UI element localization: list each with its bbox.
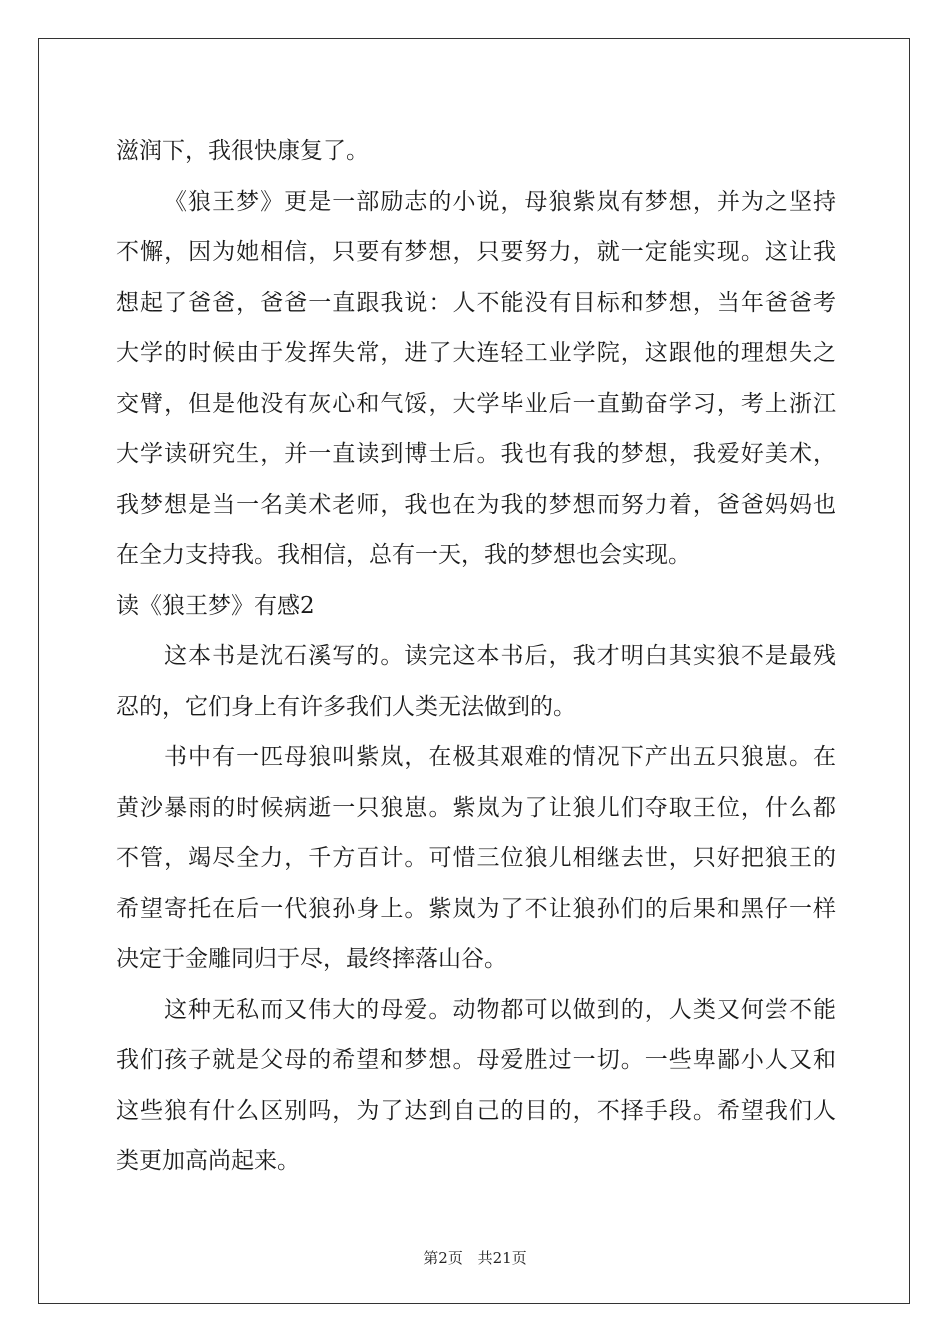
text-line: 想起了爸爸，爸爸一直跟我说：人不能没有目标和梦想，当年爸爸考 bbox=[116, 289, 836, 316]
text-line: 希望寄托在后一代狼孙身上。紫岚为了不让狼孙们的后果和黑仔一样 bbox=[116, 895, 836, 922]
text-line: 大学的时候由于发挥失常，进了大连轻工业学院，这跟他的理想失之 bbox=[116, 340, 836, 366]
text-line: 书中有一匹母狼叫紫岚，在极其艰难的情况下产出五只狼崽。在 bbox=[164, 744, 836, 770]
text-line: 在全力支持我。我相信，总有一天，我的梦想也会实现。 bbox=[116, 542, 691, 568]
text-line: 大学读研究生，并一直读到博士后。我也有我的梦想，我爱好美术， bbox=[116, 441, 836, 467]
text-line: 我梦想是当一名美术老师，我也在为我的梦想而努力着，爸爸妈妈也 bbox=[116, 491, 836, 518]
text-line: 决定于金雕同归于尽，最终摔落山谷。 bbox=[116, 946, 507, 972]
text-line: 《狼王梦》更是一部励志的小说，母狼紫岚有梦想，并为之坚持 bbox=[164, 188, 836, 215]
text-line: 黄沙暴雨的时候病逝一只狼崽。紫岚为了让狼儿们夺取王位，什么都 bbox=[116, 794, 836, 821]
page-footer bbox=[0, 1247, 950, 1268]
text-line: 不懈，因为她相信，只要有梦想，只要努力，就一定能实现。这让我 bbox=[116, 239, 836, 265]
text-line: 忍的，它们身上有许多我们人类无法做到的。 bbox=[116, 693, 576, 720]
text-line: 读《狼王梦》有感2 bbox=[116, 592, 315, 619]
text-line: 不管，竭尽全力，千方百计。可惜三位狼儿相继去世，只好把狼王的 bbox=[116, 845, 836, 871]
text-line: 类更加高尚起来。 bbox=[116, 1148, 300, 1174]
text-line: 滋润下，我很快康复了。 bbox=[116, 138, 369, 164]
document-body bbox=[116, 126, 836, 1187]
text-line: 我们孩子就是父母的希望和梦想。母爱胜过一切。一些卑鄙小人又和 bbox=[116, 1047, 836, 1073]
text-line: 这本书是沈石溪写的。读完这本书后，我才明白其实狼不是最残 bbox=[164, 643, 836, 669]
text-line: 这些狼有什么区别吗，为了达到自己的目的，不择手段。希望我们人 bbox=[116, 1097, 836, 1124]
text-line: 交臂，但是他没有灰心和气馁，大学毕业后一直勤奋学习，考上浙江 bbox=[116, 390, 836, 417]
text-line: 这种无私而又伟大的母爱。动物都可以做到的，人类又何尝不能 bbox=[164, 996, 836, 1023]
page-number: 第2页 bbox=[423, 1249, 463, 1267]
page-total: 共21页 bbox=[477, 1249, 527, 1267]
